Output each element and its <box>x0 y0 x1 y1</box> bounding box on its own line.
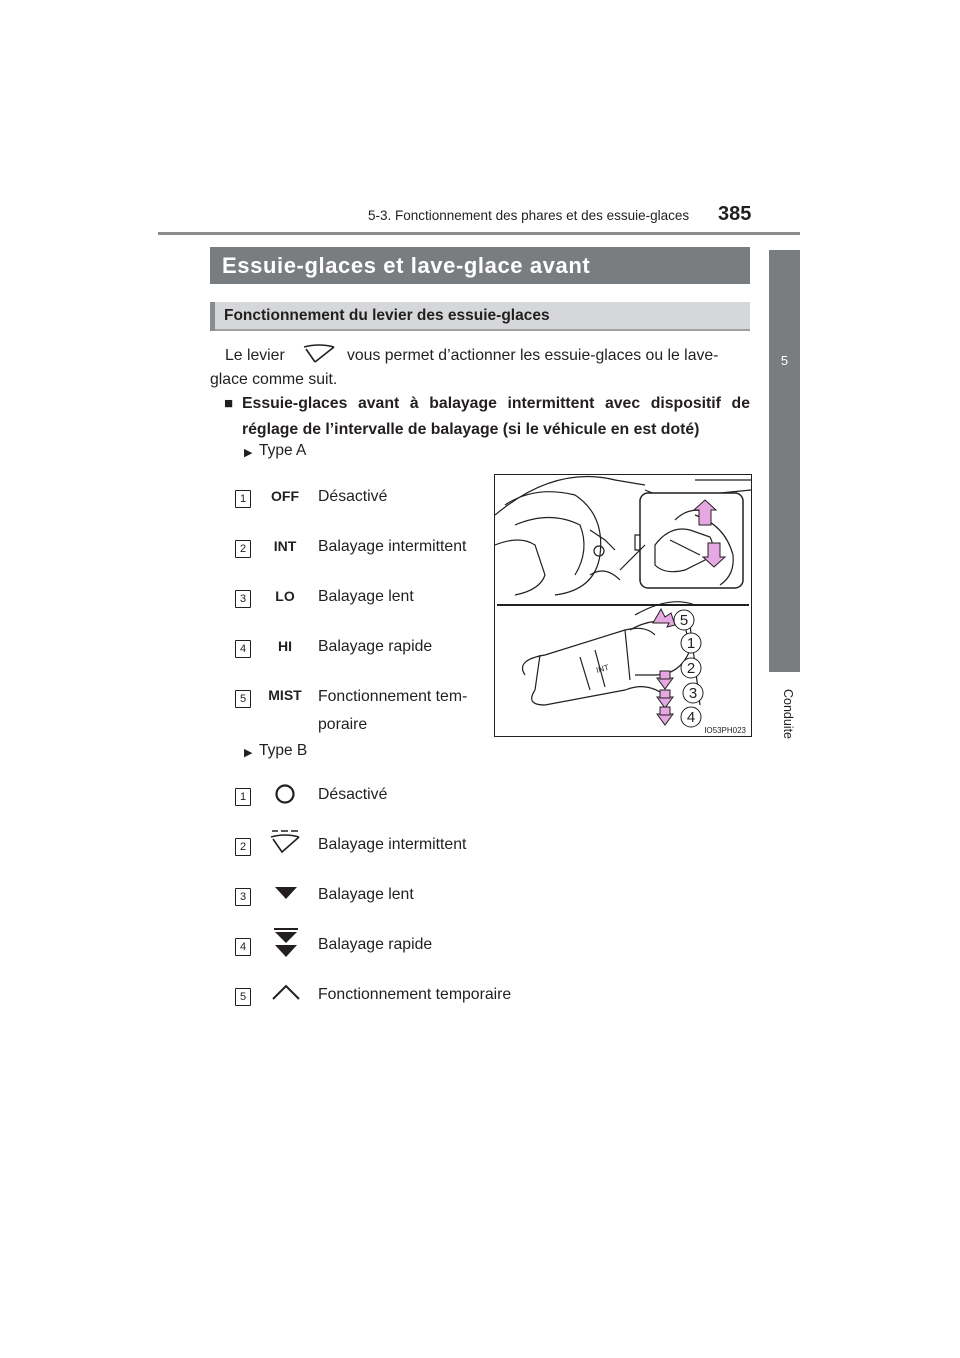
image-code: IO53PH023 <box>704 726 746 735</box>
double-down-triangle-icon <box>273 928 299 960</box>
callout-3: 3 <box>235 888 251 906</box>
callout-3: 3 <box>235 590 251 608</box>
mode-label-lo: Balayage lent <box>318 886 414 903</box>
callout-4: 4 <box>235 938 251 956</box>
mode-label-int: Balayage intermittent <box>318 538 467 555</box>
mode-code-hi: HI <box>278 638 292 654</box>
type-b-label: Type B <box>259 742 308 759</box>
lever-int-text: INT <box>595 662 610 675</box>
single-down-triangle-icon <box>273 885 299 901</box>
mode-label-hi: Balayage rapide <box>318 936 433 953</box>
illustration-callout-3: 3 <box>688 685 698 702</box>
callout-2: 2 <box>235 838 251 856</box>
mode-label-off: Désactivé <box>318 786 388 803</box>
illustration-callout-1: 1 <box>686 635 696 652</box>
header-rule <box>158 232 800 235</box>
chapter-label: Conduite <box>781 688 795 740</box>
wiper-lever-icon <box>301 343 337 365</box>
item-heading: Essuie-glaces avant à balayage intermittent avec dispositif de réglage de l’intervalle de balayage (si le véhicule en est doté) <box>242 395 750 438</box>
callout-5: 5 <box>235 988 251 1006</box>
mode-label-mist-cont: poraire <box>318 716 368 733</box>
triangle-bullet-icon: ▶ <box>244 447 253 459</box>
intermittent-wiper-icon <box>268 828 302 856</box>
intro-text-start: Le levier <box>225 347 285 364</box>
mode-code-off: OFF <box>271 488 299 504</box>
square-bullet-icon: ■ <box>224 395 234 412</box>
up-triangle-outline-icon <box>270 984 302 1002</box>
callout-2: 2 <box>235 540 251 558</box>
illustration-callout-4: 4 <box>686 709 696 726</box>
callout-5: 5 <box>235 690 251 708</box>
illustration-callout-5: 5 <box>679 612 689 629</box>
intro-text-end: glace comme suit. <box>210 371 338 388</box>
callout-1: 1 <box>235 788 251 806</box>
callout-1: 1 <box>235 490 251 508</box>
type-a-label: Type A <box>259 442 307 459</box>
intro-text-middle: vous permet d’actionner les essuie-glaces ou le lave- <box>347 347 719 364</box>
mode-label-mist: Fonctionnement temporaire <box>318 986 512 1003</box>
subsection-accent <box>210 302 215 331</box>
mode-label-hi: Balayage rapide <box>318 638 433 655</box>
section-title: Essuie-glaces et lave-glace avant <box>210 247 750 284</box>
subsection-title: Fonctionnement du levier des essuie-glaces <box>210 302 750 331</box>
mode-label-lo: Balayage lent <box>318 588 414 605</box>
mode-code-lo: LO <box>275 588 295 604</box>
mode-code-int: INT <box>273 538 297 554</box>
page-number: 385 <box>718 203 752 225</box>
breadcrumb: 5-3. Fonctionnement des phares et des essuie-glaces <box>368 208 690 223</box>
wiper-lever-illustration <box>494 474 752 737</box>
callout-4: 4 <box>235 640 251 658</box>
illustration-drawing <box>495 475 751 736</box>
illustration-callout-2: 2 <box>686 660 696 677</box>
mode-label-int: Balayage intermittent <box>318 836 467 853</box>
chapter-tab[interactable] <box>769 250 800 672</box>
circle-icon <box>273 782 297 806</box>
chapter-number: 5 <box>780 353 789 368</box>
triangle-bullet-icon: ▶ <box>244 747 253 759</box>
mode-code-mist: MIST <box>268 687 302 703</box>
mode-label-off: Désactivé <box>318 488 388 505</box>
mode-label-mist: Fonctionnement tem- <box>318 688 468 705</box>
